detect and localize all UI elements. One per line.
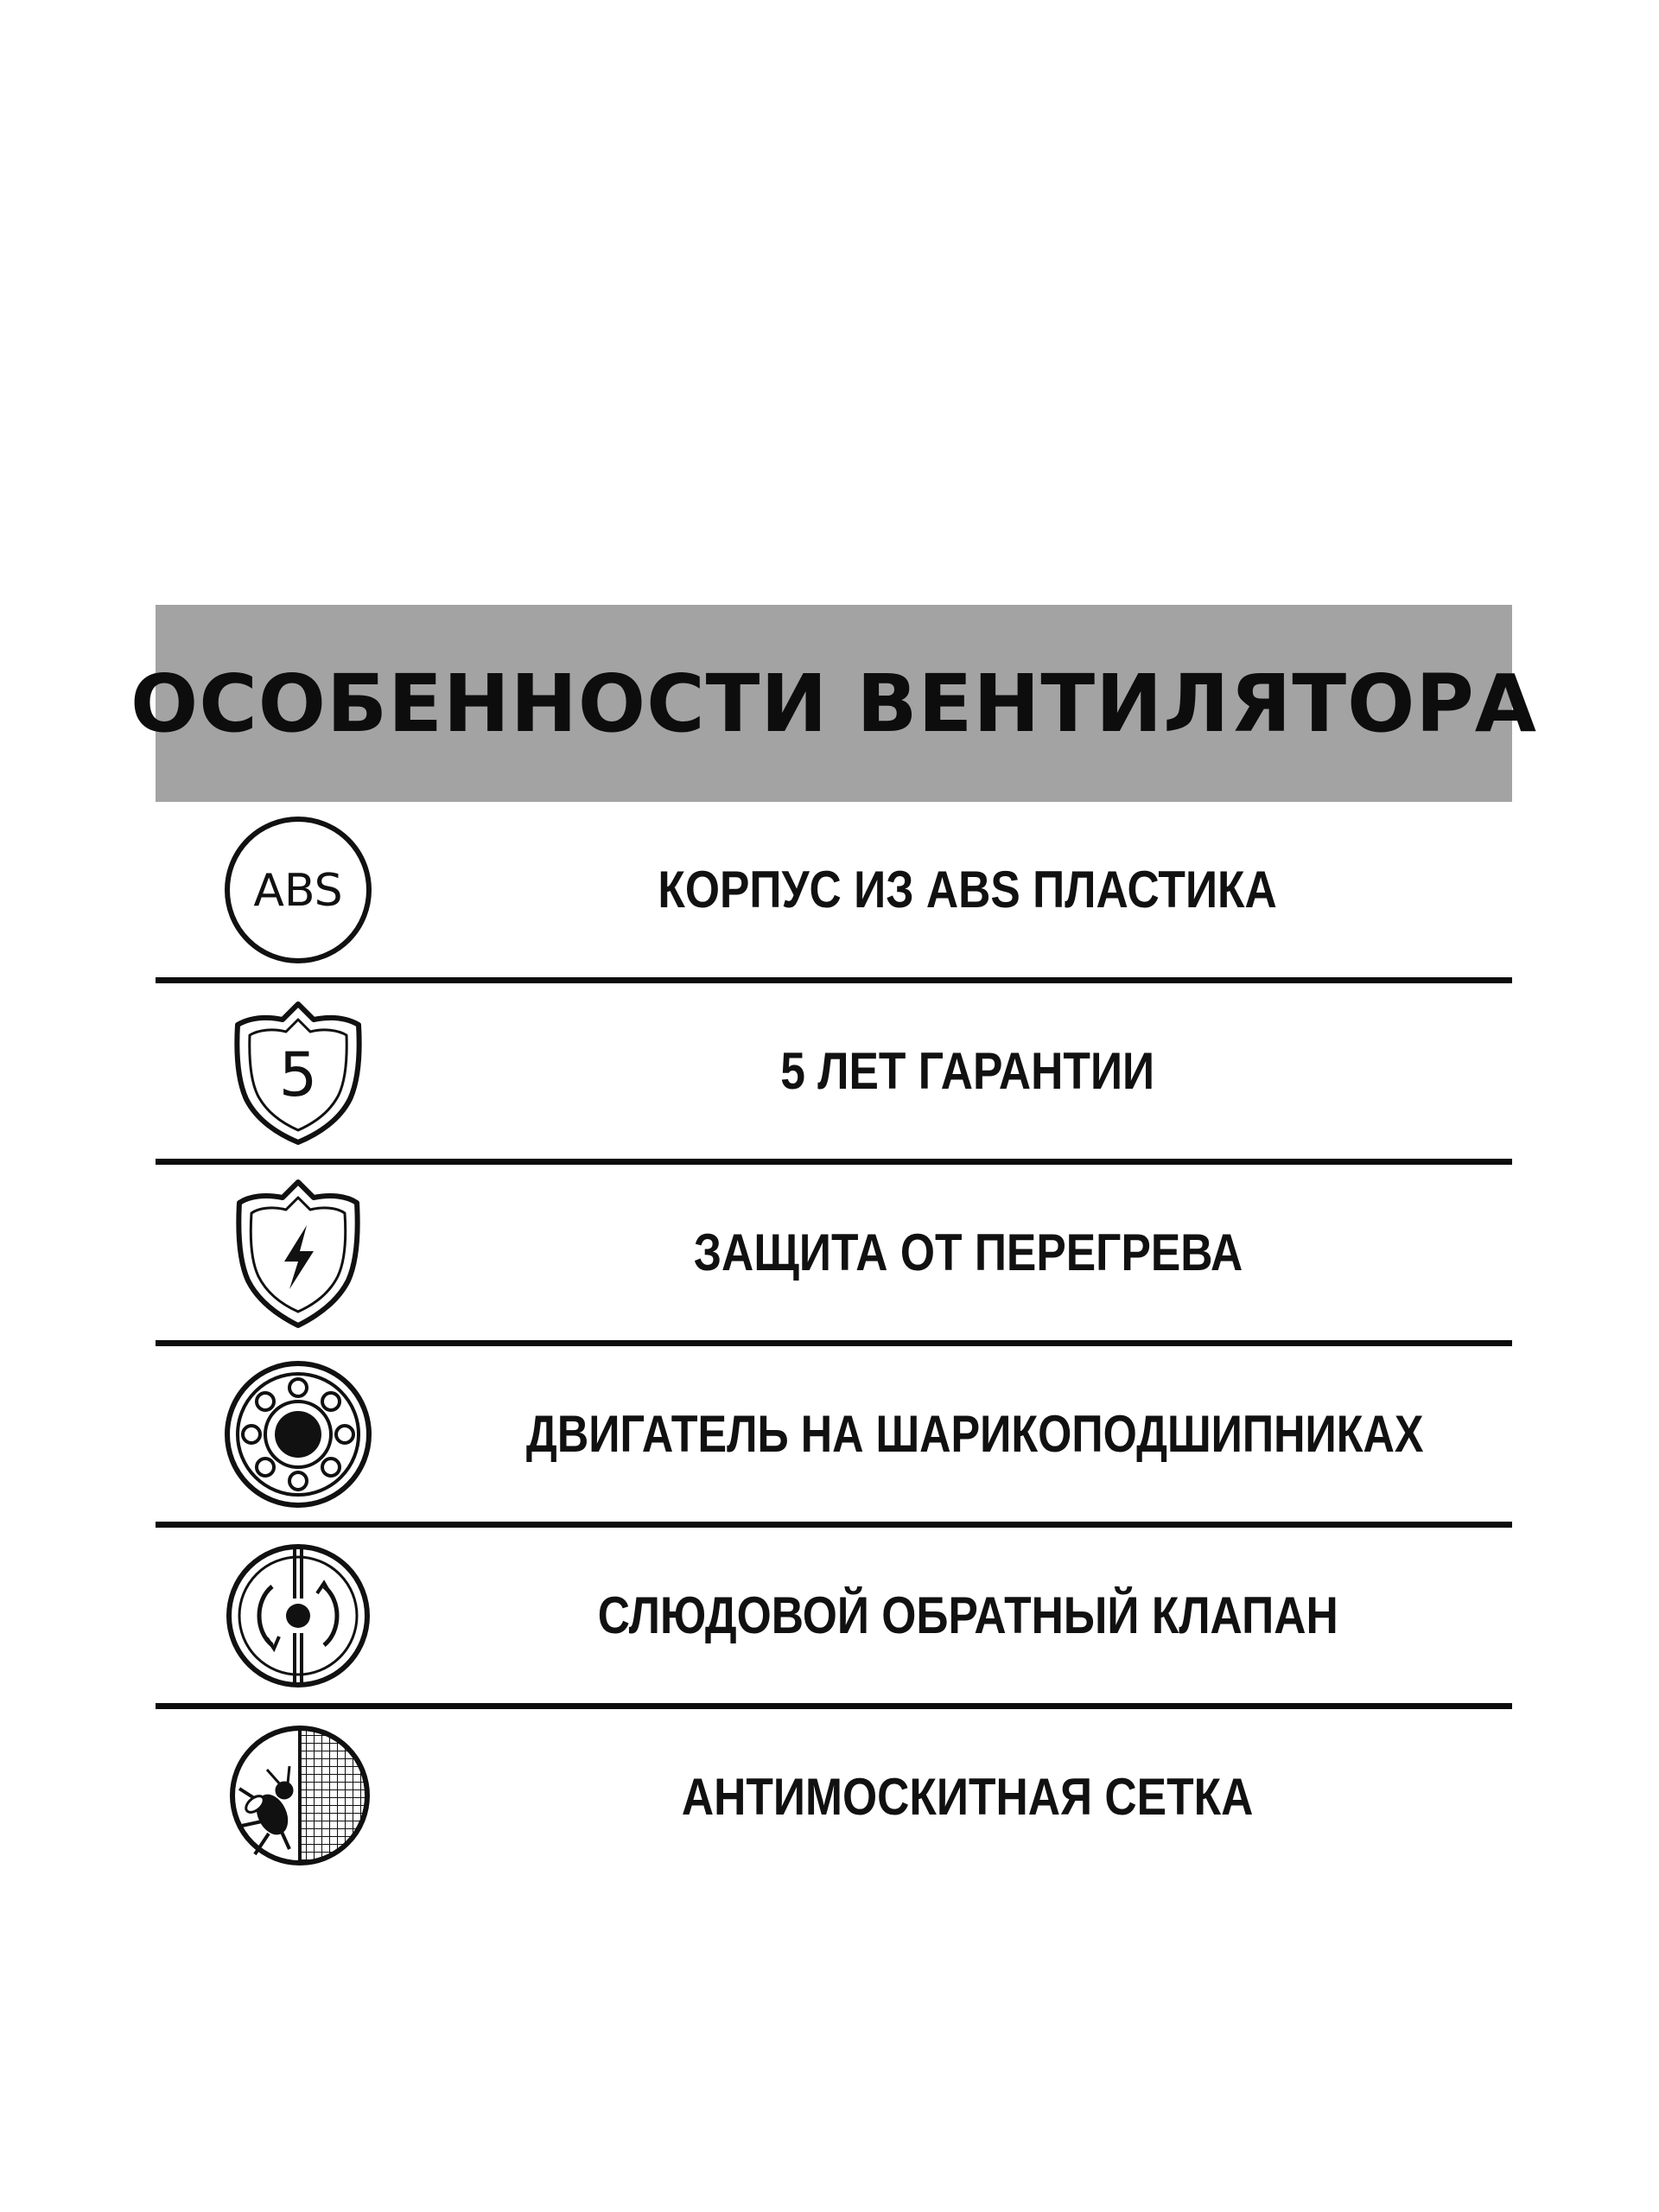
row-divider: [156, 1340, 1512, 1346]
shield-five-icon: [220, 994, 376, 1149]
feature-label-warranty: 5 ЛЕТ ГАРАНТИИ: [780, 1042, 1155, 1100]
row-divider: [156, 1522, 1512, 1528]
feature-label-bearing: ДВИГАТЕЛЬ НА ШАРИКОПОДШИПНИКАХ: [525, 1405, 1424, 1463]
mosquito-net-icon: [220, 1719, 376, 1875]
row-divider: [156, 1159, 1512, 1165]
row-divider: [156, 977, 1512, 983]
header-banner: [130, 605, 1537, 802]
feature-row-overheat: [156, 1165, 1512, 1340]
row-divider: [156, 1703, 1512, 1709]
ball-bearing-icon: [220, 1357, 376, 1512]
abs-icon-text: ABS: [253, 864, 343, 917]
feature-row-net: [156, 1709, 1512, 1885]
feature-row-abs: [156, 802, 1512, 977]
feature-row-warranty: [156, 983, 1512, 1159]
feature-row-bearing: [156, 1346, 1512, 1522]
feature-label-overheat: ЗАЩИТА ОТ ПЕРЕГРЕВА: [693, 1224, 1243, 1281]
feature-label-valve: СЛЮДОВОЙ ОБРАТНЫЙ КЛАПАН: [597, 1586, 1338, 1644]
features-panel: [130, 605, 1537, 1885]
page-title: ОСОБЕННОСТИ ВЕНТИЛЯТОРА: [130, 657, 1537, 750]
shield-five-text: 5: [278, 1039, 318, 1110]
shield-lightning-icon: [220, 1175, 376, 1331]
feature-row-valve: [156, 1528, 1512, 1703]
abs-icon: [220, 812, 376, 968]
feature-label-net: АНТИМОСКИТНАЯ СЕТКА: [682, 1768, 1254, 1826]
feature-label-abs: КОРПУС ИЗ ABS ПЛАСТИКА: [658, 861, 1278, 918]
check-valve-icon: [220, 1538, 376, 1694]
